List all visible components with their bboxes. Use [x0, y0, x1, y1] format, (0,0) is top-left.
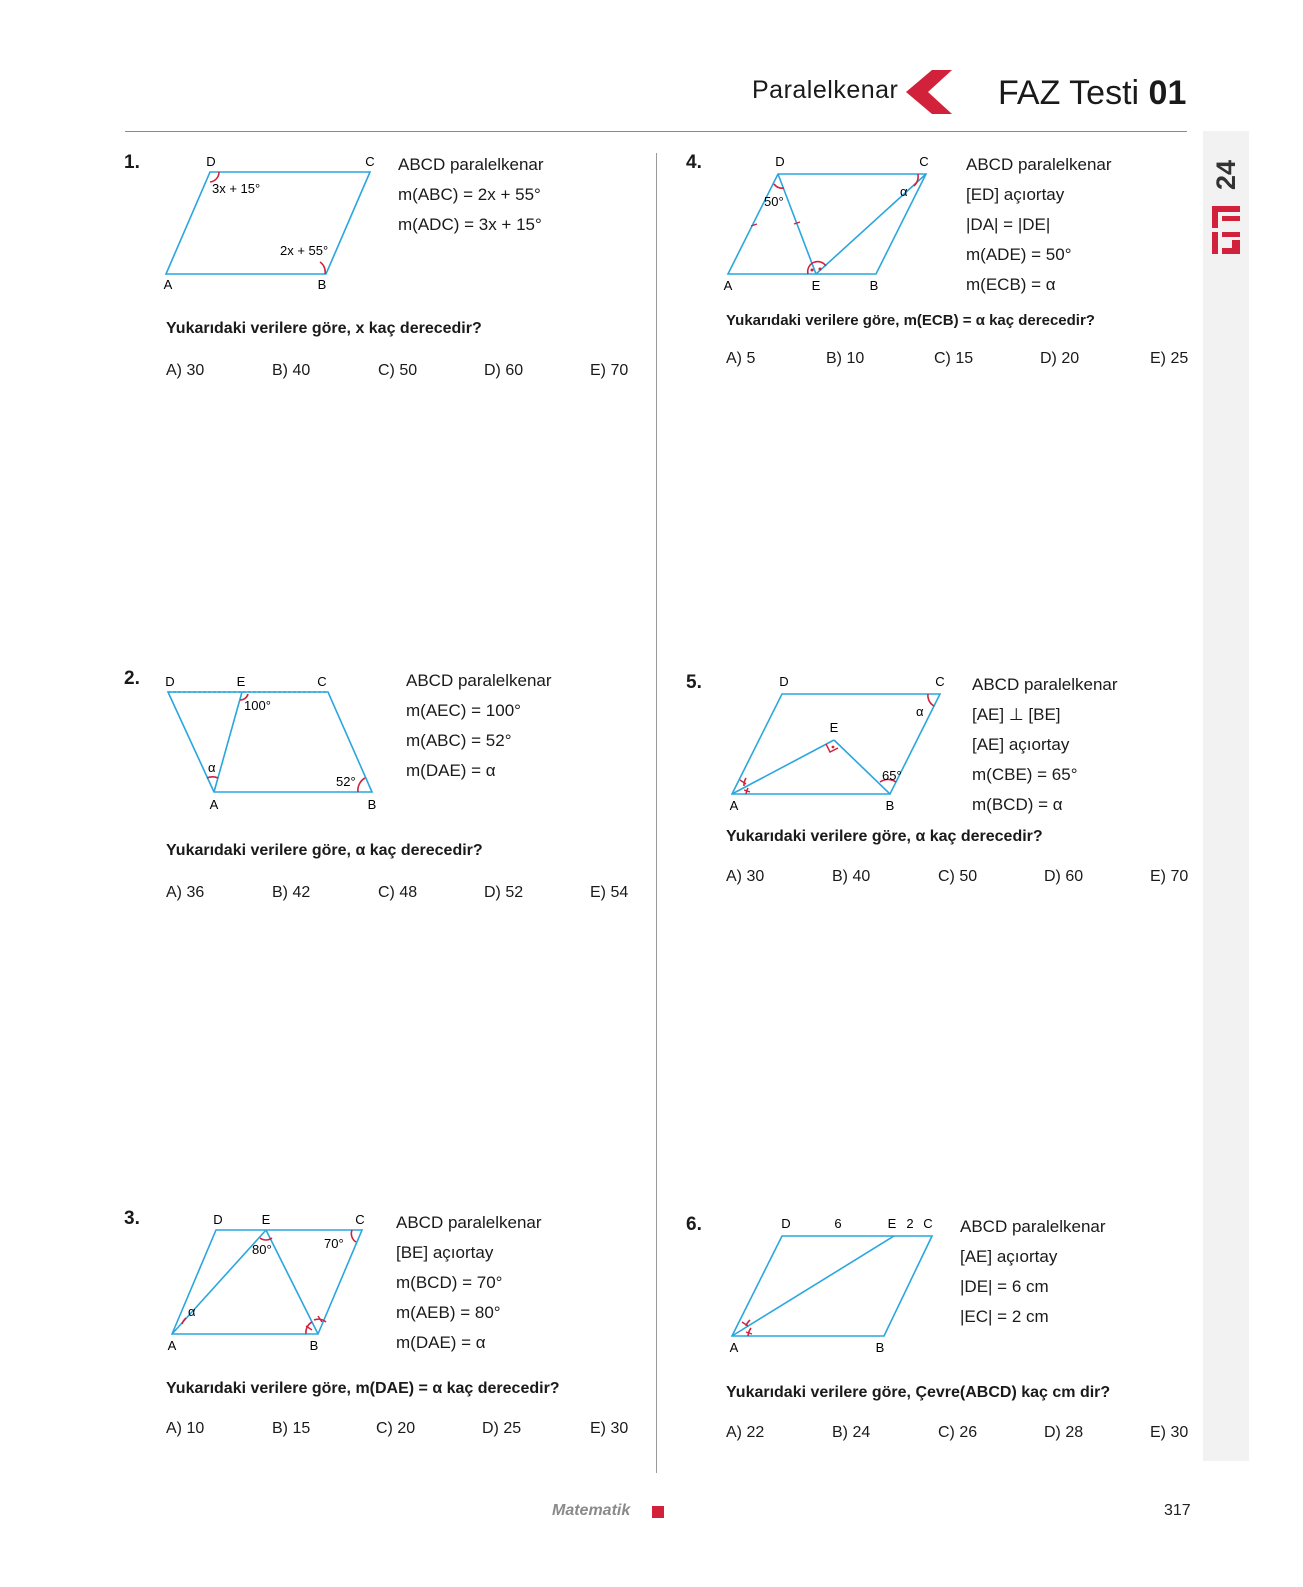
given-line: m(ADC) = 3x + 15°: [398, 215, 542, 234]
vertex-label: D: [206, 154, 216, 169]
question-5-givens: [972, 670, 1118, 820]
option-d[interactable]: D) 60: [1044, 868, 1084, 885]
question-1-options: [166, 362, 636, 382]
vertex-label: B: [367, 797, 377, 812]
option-a[interactable]: A) 5: [726, 350, 756, 367]
option-a[interactable]: A) 30: [726, 868, 765, 885]
question-2-text: Yukarıdaki verilere göre, α kaç derecedir?: [166, 842, 483, 859]
footer-subject: Matematik: [552, 1502, 631, 1519]
option-a[interactable]: A) 10: [166, 1420, 205, 1437]
option-a[interactable]: A) 30: [166, 362, 205, 379]
vertex-label: C: [317, 674, 327, 689]
angle-label: α: [208, 760, 216, 775]
question-4-figure: [718, 152, 940, 300]
given-line: m(AEB) = 80°: [396, 1303, 501, 1322]
vertex-label: A: [209, 797, 219, 812]
question-2-options: [166, 884, 636, 904]
given-line: |DA| = |DE|: [966, 215, 1051, 234]
angle-label: α: [900, 184, 908, 199]
given-line: m(AEC) = 100°: [406, 701, 521, 720]
option-e[interactable]: E) 70: [1150, 868, 1189, 885]
option-e[interactable]: E) 25: [1150, 350, 1189, 367]
question-5-text: Yukarıdaki verilere göre, α kaç derecedir?: [726, 828, 1043, 845]
header-test-title: [998, 74, 1186, 113]
vertex-label: D: [775, 154, 785, 169]
question-1-number: 1.: [124, 152, 140, 173]
header-rule: [125, 131, 1187, 132]
vertex-label: E: [811, 278, 821, 293]
angle-label: 80°: [252, 1242, 272, 1257]
angle-label: 52°: [336, 774, 356, 789]
question-2-givens: [406, 666, 552, 786]
vertex-label: C: [935, 674, 945, 689]
angle-label: 65°: [882, 768, 902, 783]
question-6-options: [726, 1424, 1196, 1444]
vertex-label: D: [165, 674, 175, 689]
option-c[interactable]: C) 50: [938, 868, 978, 885]
test-label: FAZ Testi: [998, 74, 1140, 112]
option-c[interactable]: C) 48: [378, 884, 418, 901]
given-line: ABCD paralelkenar: [960, 1217, 1106, 1236]
given-line: ABCD paralelkenar: [396, 1213, 542, 1232]
header-topic: Paralelkenar: [752, 76, 899, 104]
vertex-label: E: [261, 1212, 271, 1227]
question-1-figure: [160, 152, 380, 300]
vertex-label: B: [875, 1340, 885, 1355]
vertex-label: C: [919, 154, 929, 169]
given-line: m(ECB) = α: [966, 275, 1056, 294]
question-1-text: Yukarıdaki verilere göre, x kaç derecedir?: [166, 320, 482, 337]
given-line: m(DAE) = α: [396, 1333, 486, 1352]
given-line: m(DAE) = α: [406, 761, 496, 780]
vertex-label: C: [923, 1216, 933, 1231]
vertex-label: E: [829, 720, 839, 735]
option-e[interactable]: E) 54: [590, 884, 629, 901]
segment-label: 6: [834, 1216, 842, 1231]
question-5-figure: [720, 672, 948, 822]
option-b[interactable]: B) 15: [272, 1420, 311, 1437]
angle-label: α: [916, 704, 924, 719]
vertex-label: C: [355, 1212, 365, 1227]
option-d[interactable]: D) 25: [482, 1420, 522, 1437]
given-line: m(ADE) = 50°: [966, 245, 1072, 264]
option-b[interactable]: B) 40: [832, 868, 871, 885]
vertex-label: A: [163, 277, 173, 292]
question-3-text: Yukarıdaki verilere göre, m(DAE) = α kaç derecedir?: [166, 1380, 560, 1397]
angle-label: 70°: [324, 1236, 344, 1251]
side-tab: [1203, 131, 1249, 1461]
option-e[interactable]: E) 30: [1150, 1424, 1189, 1441]
given-line: m(ABC) = 52°: [406, 731, 512, 750]
option-c[interactable]: C) 15: [934, 350, 974, 367]
angle-label: 100°: [244, 698, 271, 713]
vertex-label: E: [887, 1216, 897, 1231]
vertex-label: B: [309, 1338, 319, 1353]
option-c[interactable]: C) 20: [376, 1420, 416, 1437]
vertex-label: A: [723, 278, 733, 293]
given-line: ABCD paralelkenar: [398, 155, 544, 174]
angle-label: α: [188, 1304, 196, 1319]
given-line: m(BCD) = α: [972, 795, 1063, 814]
option-d[interactable]: D) 20: [1040, 350, 1080, 367]
given-line: |DE| = 6 cm: [960, 1277, 1049, 1296]
angle-label: 2x + 55°: [280, 243, 329, 258]
footer-square-icon: [652, 1506, 664, 1518]
question-6-text: Yukarıdaki verilere göre, Çevre(ABCD) kaç cm dir?: [726, 1384, 1111, 1401]
question-5-options: [726, 868, 1196, 888]
question-1-givens: [398, 150, 544, 240]
question-2-number: 2.: [124, 668, 140, 689]
column-divider: [656, 153, 657, 1473]
vertex-label: B: [885, 798, 895, 813]
given-line: ABCD paralelkenar: [966, 155, 1112, 174]
test-number: 01: [1148, 74, 1187, 112]
option-a[interactable]: A) 22: [726, 1424, 765, 1441]
option-b[interactable]: B) 24: [832, 1424, 871, 1441]
vertex-label: D: [779, 674, 789, 689]
angle-label: 50°: [764, 194, 784, 209]
vertex-label: E: [236, 674, 246, 689]
given-line: m(ABC) = 2x + 55°: [398, 185, 541, 204]
option-c[interactable]: C) 26: [938, 1424, 978, 1441]
chevron-left-icon: [906, 70, 952, 114]
vertex-label: B: [317, 277, 327, 292]
question-4-options: [726, 350, 1196, 370]
option-c[interactable]: C) 50: [378, 362, 418, 379]
question-4-text: Yukarıdaki verilere göre, m(ECB) = α kaç derecedir?: [726, 312, 1095, 329]
question-3-number: 3.: [124, 1208, 140, 1229]
question-3-figure: [160, 1208, 380, 1358]
vertex-label: C: [365, 154, 375, 169]
option-d[interactable]: D) 28: [1044, 1424, 1084, 1441]
side-tab-number: 24: [1211, 159, 1241, 191]
question-6-figure: [720, 1214, 942, 1364]
option-d[interactable]: D) 52: [484, 884, 524, 901]
option-e[interactable]: E) 70: [590, 362, 629, 379]
question-3-givens: [396, 1208, 542, 1358]
question-2-figure: [160, 670, 390, 818]
question-6-number: 6.: [686, 1214, 702, 1235]
option-a[interactable]: A) 36: [166, 884, 205, 901]
given-line: [BE] açıortay: [396, 1243, 494, 1262]
segment-label: 2: [906, 1216, 914, 1231]
option-b[interactable]: B) 10: [826, 350, 865, 367]
question-3-options: [166, 1420, 636, 1440]
given-line: m(BCD) = 70°: [396, 1273, 503, 1292]
vertex-label: D: [213, 1212, 223, 1227]
given-line: [AE] açıortay: [960, 1247, 1058, 1266]
faz-logo-icon: [1212, 206, 1242, 254]
question-5-number: 5.: [686, 672, 702, 693]
given-line: m(CBE) = 65°: [972, 765, 1078, 784]
vertex-label: A: [167, 1338, 177, 1353]
vertex-label: A: [729, 1340, 739, 1355]
given-line: |EC| = 2 cm: [960, 1307, 1049, 1326]
page-number: 317: [1164, 1502, 1191, 1519]
option-b[interactable]: B) 42: [272, 884, 311, 901]
given-line: [AE] açıortay: [972, 735, 1070, 754]
given-line: [ED] açıortay: [966, 185, 1065, 204]
question-4-number: 4.: [686, 152, 702, 173]
vertex-label: A: [729, 798, 739, 813]
vertex-label: D: [781, 1216, 791, 1231]
question-4-givens: [966, 150, 1112, 300]
given-line: ABCD paralelkenar: [972, 675, 1118, 694]
angle-label: 3x + 15°: [212, 181, 261, 196]
option-b[interactable]: B) 40: [272, 362, 311, 379]
question-6-givens: [960, 1212, 1106, 1332]
vertex-label: B: [869, 278, 879, 293]
option-d[interactable]: D) 60: [484, 362, 524, 379]
given-line: [AE] ⊥ [BE]: [972, 705, 1061, 724]
option-e[interactable]: E) 30: [590, 1420, 629, 1437]
given-line: ABCD paralelkenar: [406, 671, 552, 690]
